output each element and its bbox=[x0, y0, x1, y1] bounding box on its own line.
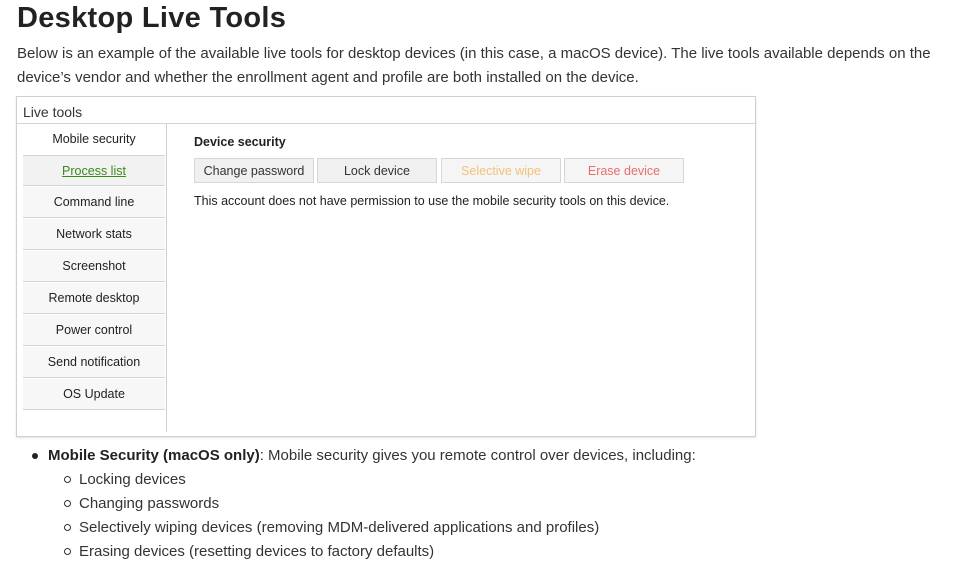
device-security-title: Device security bbox=[194, 135, 286, 149]
intro-line-1: Below is an example of the available live tools for desktop devices (in this case, a macOS device). The live tools available depends on the bbox=[17, 45, 931, 62]
intro-line-2: device’s vendor and whether the enrollment agent and profile are both installed on the device. bbox=[17, 69, 639, 86]
sidebar-item-label: Remote desktop bbox=[48, 291, 140, 305]
sidebar-item-command-line[interactable] bbox=[23, 187, 165, 218]
list-item: Erasing devices (resetting devices to factory defaults) bbox=[79, 540, 696, 564]
sidebar-item-network-stats[interactable] bbox=[23, 219, 165, 250]
intro-paragraph bbox=[17, 42, 970, 90]
list-item: Locking devices bbox=[79, 468, 696, 492]
sidebar-item-label: Send notification bbox=[47, 355, 141, 369]
permission-message: This account does not have permission to use the mobile security tools on this device. bbox=[194, 194, 670, 208]
live-tools-panel bbox=[16, 96, 756, 437]
list-item: Selectively wiping devices (removing MDM-delivered applications and profiles) bbox=[79, 516, 696, 540]
sidebar-item-label: Mobile security bbox=[52, 132, 136, 146]
sidebar-item-remote-desktop[interactable] bbox=[23, 283, 165, 314]
sidebar-item-os-update[interactable] bbox=[23, 379, 165, 410]
selective-wipe-button[interactable]: Selective wipe bbox=[441, 158, 561, 183]
feature-description: : Mobile security gives you remote control over devices, including: bbox=[259, 447, 696, 464]
page-title: Desktop Live Tools bbox=[17, 2, 287, 34]
erase-device-button[interactable]: Erase device bbox=[564, 158, 684, 183]
feature-name: Mobile Security (macOS only) bbox=[48, 447, 260, 464]
feature-sublist bbox=[48, 468, 696, 564]
live-tools-sidebar bbox=[23, 124, 167, 432]
sidebar-item-screenshot[interactable] bbox=[23, 251, 165, 282]
sidebar-item-power-control[interactable] bbox=[23, 315, 165, 346]
process-list-link[interactable]: Process list bbox=[62, 164, 126, 178]
live-tools-header: Live tools bbox=[23, 104, 83, 120]
sidebar-item-send-notification[interactable] bbox=[23, 347, 165, 378]
sidebar-item-process-list[interactable] bbox=[23, 155, 165, 186]
sidebar-item-label: Command line bbox=[53, 195, 135, 209]
change-password-button[interactable]: Change password bbox=[194, 158, 314, 183]
feature-list bbox=[48, 444, 696, 564]
list-item: Changing passwords bbox=[79, 492, 696, 516]
sidebar-item-label: Power control bbox=[55, 323, 133, 337]
sidebar-item-label: OS Update bbox=[63, 387, 125, 401]
sidebar-item-label: Network stats bbox=[56, 227, 132, 241]
lock-device-button[interactable]: Lock device bbox=[317, 158, 437, 183]
sidebar-item-mobile-security[interactable] bbox=[23, 124, 165, 155]
sidebar-item-label: Screenshot bbox=[62, 259, 126, 273]
list-item bbox=[48, 444, 696, 564]
